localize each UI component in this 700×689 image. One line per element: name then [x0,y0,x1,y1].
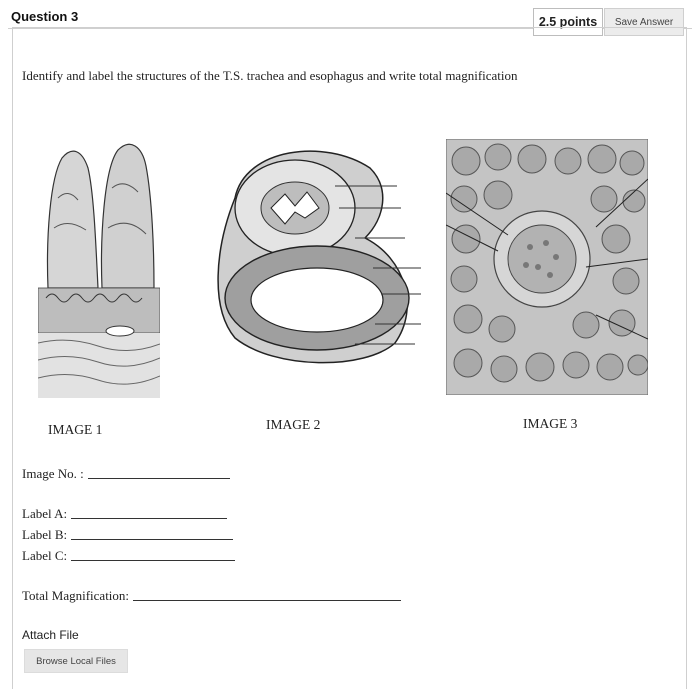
question-title: Question 3 [11,9,79,24]
image-3-micrograph [446,139,648,395]
image-no-label: Image No. : [22,466,84,481]
image-no-blank[interactable] [88,478,230,479]
total-magnification-field [22,588,401,604]
label-a-field [22,506,227,522]
save-answer-button[interactable]: Save Answer [604,8,684,36]
image-2-caption: IMAGE 2 [266,417,321,432]
points-badge: 2.5 points [533,8,603,36]
total-magnification-label: Total Magnification: [22,588,130,603]
label-b-blank[interactable] [71,539,233,540]
image-1-micrograph [38,138,160,398]
total-magnification-blank[interactable] [133,600,401,601]
question-instruction: Identify and label the structures of the T.S. trachea and esophagus and write total magnification [22,68,518,83]
label-b-field [22,527,233,543]
browse-local-files-button[interactable]: Browse Local Files [24,649,128,673]
label-c-field [22,548,235,564]
attach-file-label: Attach File [22,628,79,642]
label-a-blank[interactable] [71,518,227,519]
label-a-label: Label A: [22,506,68,521]
image-2-micrograph [205,138,425,370]
image-1-caption: IMAGE 1 [48,422,103,437]
label-c-label: Label C: [22,548,68,563]
image-no-field [22,466,230,482]
image-3-caption: IMAGE 3 [523,416,578,431]
label-c-blank[interactable] [71,560,235,561]
label-b-label: Label B: [22,527,68,542]
